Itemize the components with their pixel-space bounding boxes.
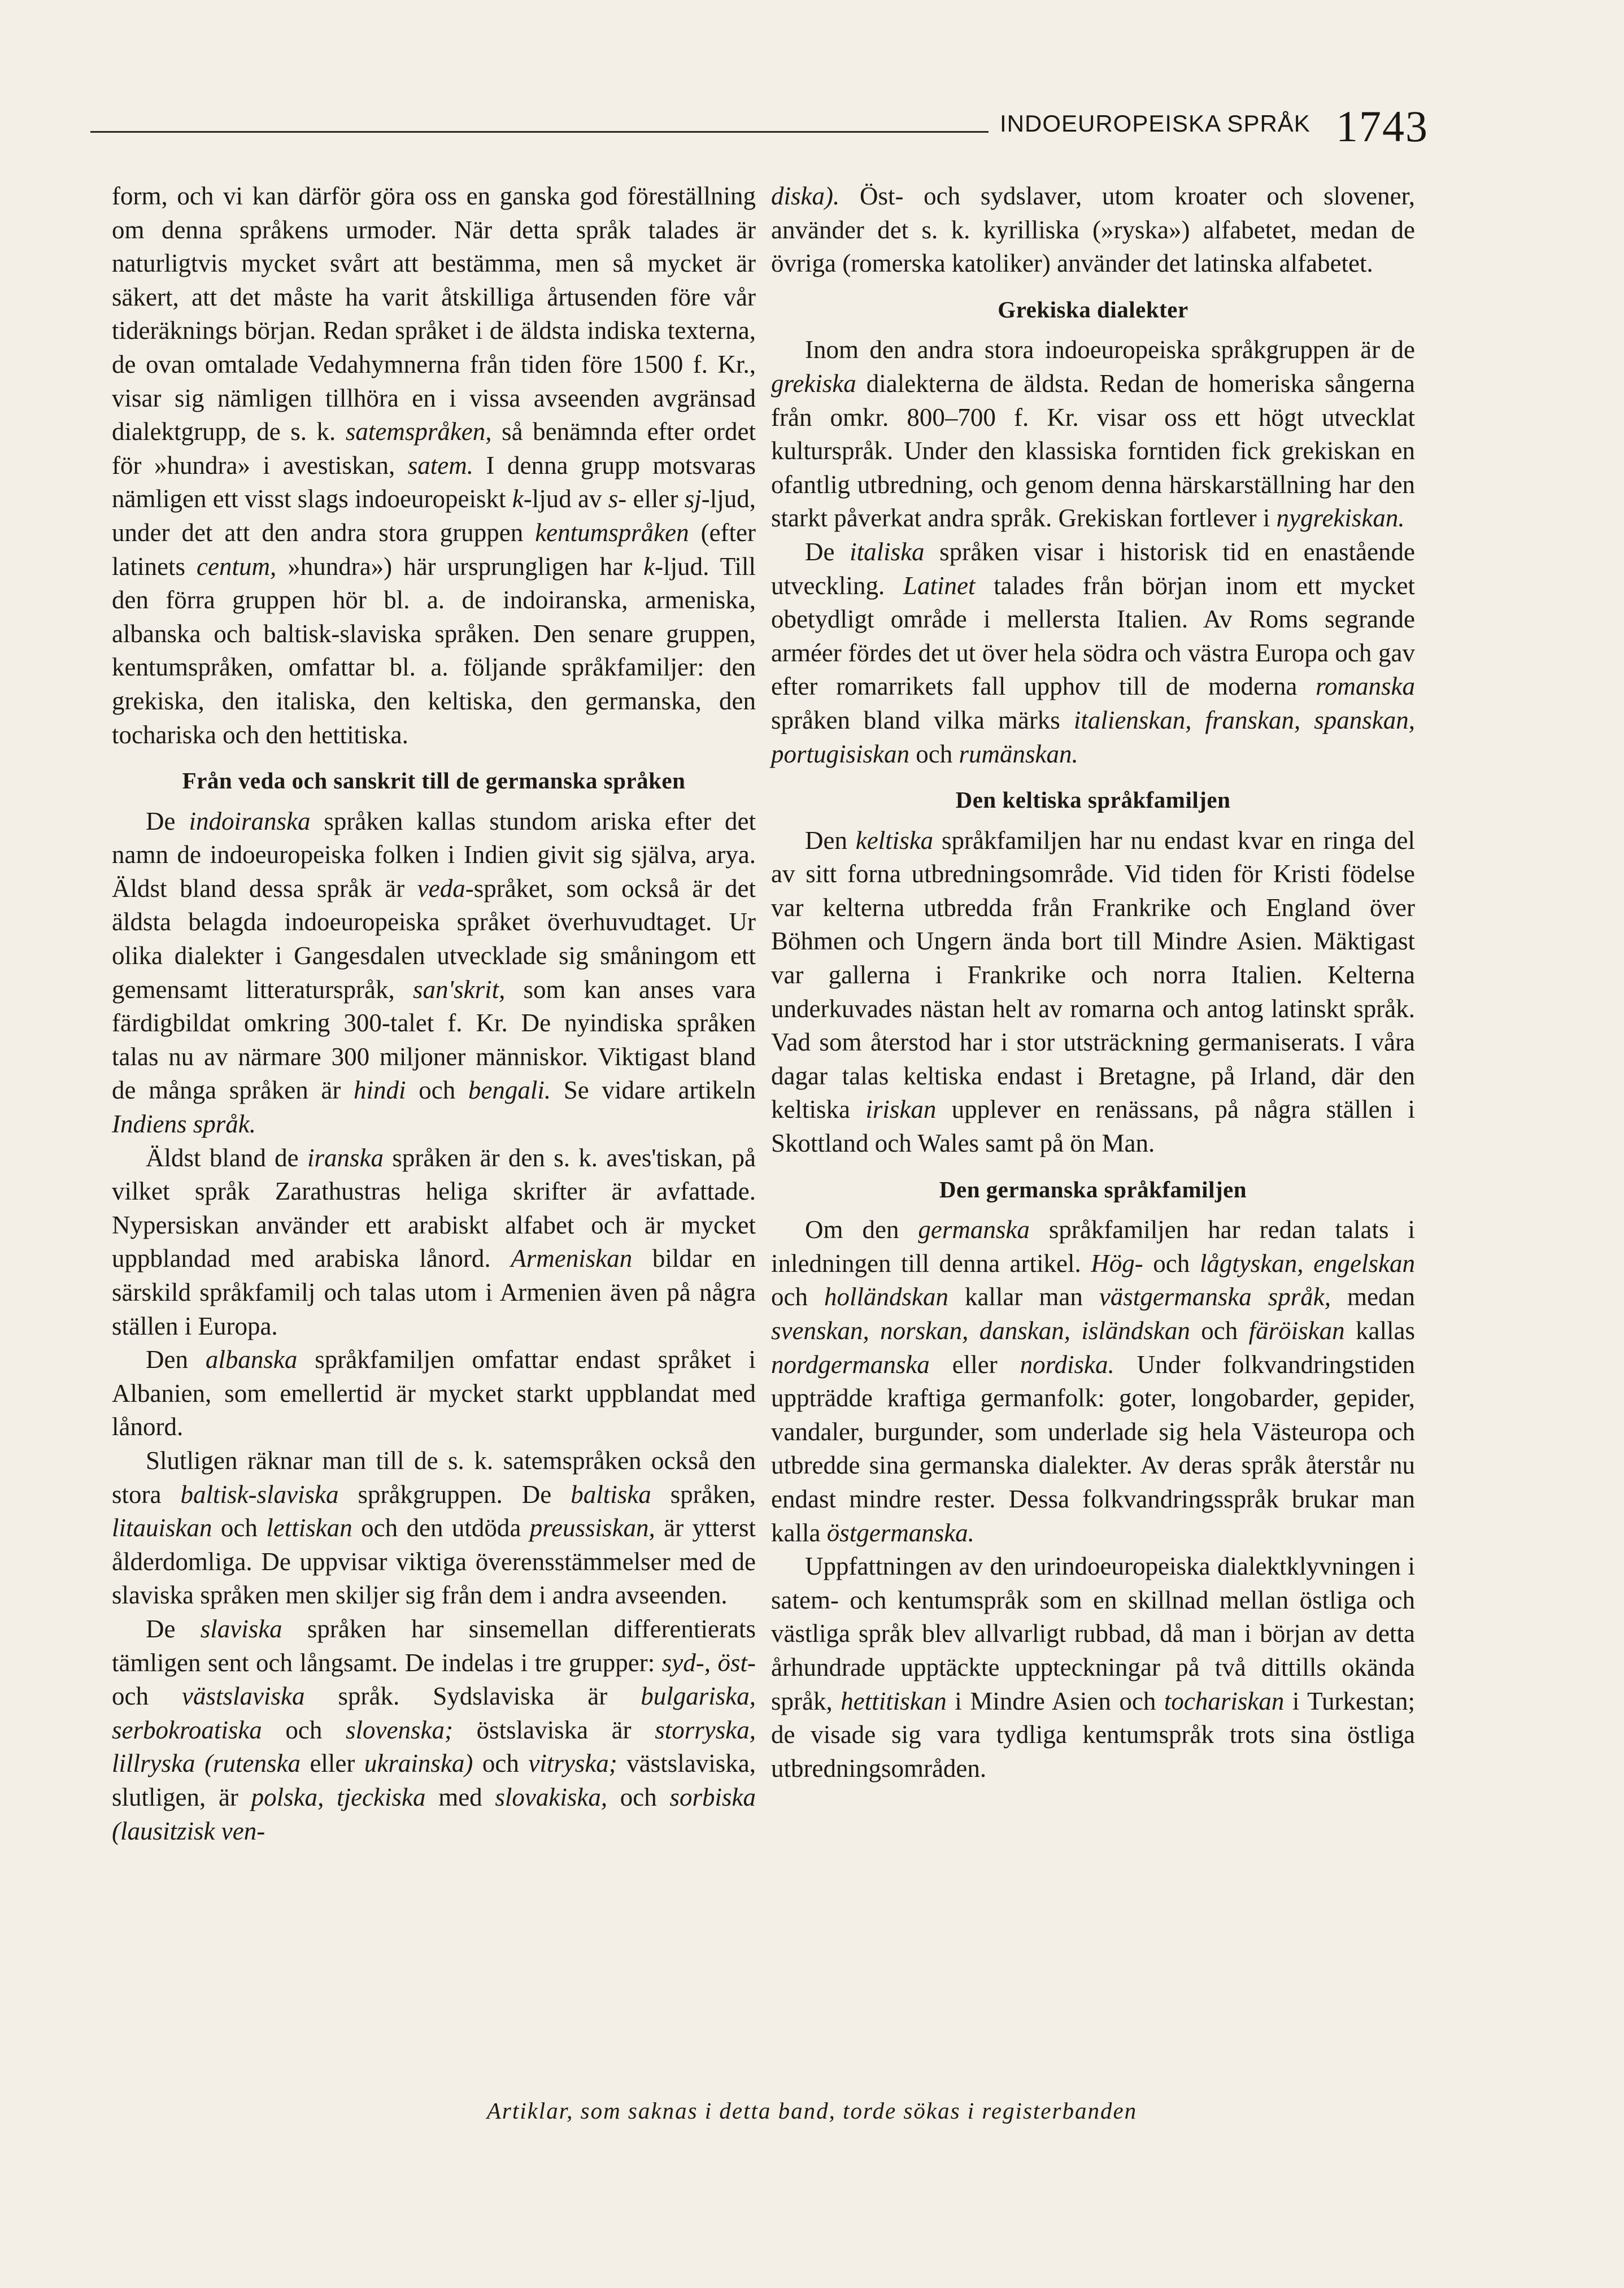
section-heading: Den germanska språkfamiljen — [939, 1176, 1247, 1202]
paragraph: Äldst bland de iranska språken är den s. k. aves'tiskan, på vilket språk Zarathustras heliga skrifter är avfattade. Nypersiskan använder ett arabiskt alfabet och är mycket uppblandad med arabiska lånord. Armeniskan bildar en särskild språkfamilj och talas utom i Armenien även på några ställen i Europa. — [112, 1143, 756, 1340]
right-column — [771, 180, 1415, 1785]
paragraph: form, och vi kan därför göra oss en ganska god föreställning om denna språkens urmoder. När detta språk talades är naturligtvis mycket svårt att bestämma, men så mycket är säkert, att det måste ha varit åtskilliga årtusenden före vår tideräknings början. Redan språket i de äldsta indiska texterna, de ovan omtalade Vedahymnerna från tiden före 1500 f. Kr., visar sig nämligen tillhöra en i vissa avseenden avgränsad dialektgrupp, de s. k. satemspråken, så benämnda efter ordet för »hundra» i avestiskan, satem. I denna grupp motsvaras nämligen ett visst slags indoeuropeiskt k-ljud av s- eller sj-ljud, under det att den andra stora gruppen kentumspråken (efter latinets centum, »hundra») här ursprungligen har k-ljud. Till den förra gruppen hör bl. a. de indoiranska, armeniska, albanska och baltisk-slaviska språken. Den senare gruppen, kentumspråken, omfattar bl. a. följande språkfamiljer: den grekiska, den italiska, den keltiska, den germanska, den tochariska och den hettitiska. — [112, 182, 756, 749]
paragraph: diska). Öst- och sydslaver, utom kroater och slovener, använder det s. k. kyrilliska (»ryska») alfabetet, medan de övriga (romerska katoliker) använder det latinska alfabetet. — [771, 182, 1415, 278]
section-heading: Grekiska dialekter — [998, 296, 1188, 323]
paragraph: Slutligen räknar man till de s. k. satemspråken också den stora baltisk-slaviska språkgruppen. De baltiska språken, litauiskan och lettiskan och den utdöda preussiskan, är ytterst ålderdomliga. De uppvisar viktiga överensstämmelser med de slaviska språken men skiljer sig från dem i andra avseenden. — [112, 1446, 756, 1610]
section-heading: Den keltiska språkfamiljen — [955, 787, 1231, 813]
left-column — [112, 180, 756, 1848]
page-number: 1743 — [1336, 102, 1429, 151]
paragraph: De indoiranska språken kallas stundom ariska efter det namn de indoeuropeiska folken i Indien givit sig själva, arya. Äldst bland dessa språk är veda-språket, som också är det äldsta belagda indoeuropeiska språket överhuvudtaget. Ur olika dialekter i Gangesdalen utvecklade sig småningom ett gemensamt litteraturspråk, san'skrit, som kan anses vara färdigbildat omkring 300-talet f. Kr. De nyindiska språken talas nu av närmare 300 miljoner människor. Viktigast bland de många språken är hindi och bengali. Se vidare artikeln Indiens språk. — [112, 807, 756, 1139]
paragraph: Den albanska språkfamiljen omfattar endast språket i Albanien, som emellertid är mycket starkt uppblandat med lånord. — [112, 1345, 756, 1441]
paragraph: Inom den andra stora indoeuropeiska språkgruppen är de grekiska dialekterna de äldsta. Redan de homeriska sångerna från omkr. 800–700 f. Kr. visar oss ett högt utvecklat kulturspråk. Under den klassiska forntiden fick grekiskan en ofantlig utbredning, och genom denna härskarställning har den starkt påverkat andra språk. Grekiskan fortlever i nygrekiskan. — [771, 335, 1415, 533]
paragraph: Uppfattningen av den urindoeuropeiska dialektklyvningen i satem- och kentumspråk som en skillnad mellan östliga och västliga språk blev allvarligt rubbad, då man i början av detta århundrade upptäckte uppteckningar på två dittills okända språk, hettitiskan i Mindre Asien och tochariskan i Turkestan; de visade sig vara tydliga kentumspråk trots sina östliga utbredningsområden. — [771, 1552, 1415, 1783]
footer-note: Artiklar, som saknas i detta band, torde sökas i registerbanden — [486, 2098, 1138, 2124]
paragraph: De slaviska språken har sinsemellan differentierats tämligen sent och långsamt. De indelas i tre grupper: syd-, öst- och västslaviska språk. Sydslaviska är bulgariska, serbokroatiska och slovenska; östslaviska är storryska, lillryska (rutenska eller ukrainska) och vitryska; västslaviska, slutligen, är polska, tjeckiska med slovakiska, och sorbiska (lausitzisk ven- — [112, 1614, 756, 1845]
paragraph: De italiska språken visar i historisk tid en enastående utveckling. Latinet talades från början inom ett mycket obetydligt område i mellersta Italien. Av Roms segrande arméer fördes det ut över hela södra och västra Europa och gav efter romarrikets fall upphov till de moderna romanska språken bland vilka märks italienskan, franskan, spanskan, portugisiskan och rumänskan. — [771, 537, 1415, 768]
paragraph: Om den germanska språkfamiljen har redan talats i inledningen till denna artikel. Hög- och lågtyskan, engelskan och holländskan kallar man västgermanska språk, medan svenskan, norskan, danskan, isländskan och färöiskan kallas nordgermanska eller nordiska. Under folkvandringstiden uppträdde kraftiga germanfolk: goter, longobarder, gepider, vandaler, burgunder, som underlade sig hela Västeuropa och utbredde sina germanska dialekter. Av deras språk återstår nu endast mindre rester. Dessa folkvandringsspråk brukar man kalla östgermanska. — [771, 1215, 1415, 1547]
paragraph: Den keltiska språkfamiljen har nu endast kvar en ringa del av sitt forna utbredningsområde. Vid tiden för Kristi födelse var kelterna utbredda från Frankrike och England över Böhmen och Ungern ända bort till Mindre Asien. Mäktigast var gallerna i Frankrike och norra Italien. Kelterna underkuvades nästan helt av romarna och antog latinskt språk. Vad som återstod har i stor utsträckning germaniserats. I våra dagar talas keltiska endast i Bretagne, på Irland, där den keltiska iriskan upplever en renässans, på några ställen i Skottland och Wales samt på ön Man. — [771, 826, 1415, 1158]
header-rule — [90, 131, 989, 133]
running-title: INDOEUROPEISKA SPRÅK — [1000, 110, 1310, 137]
section-heading: Från veda och sanskrit till de germanska språken — [182, 768, 686, 794]
